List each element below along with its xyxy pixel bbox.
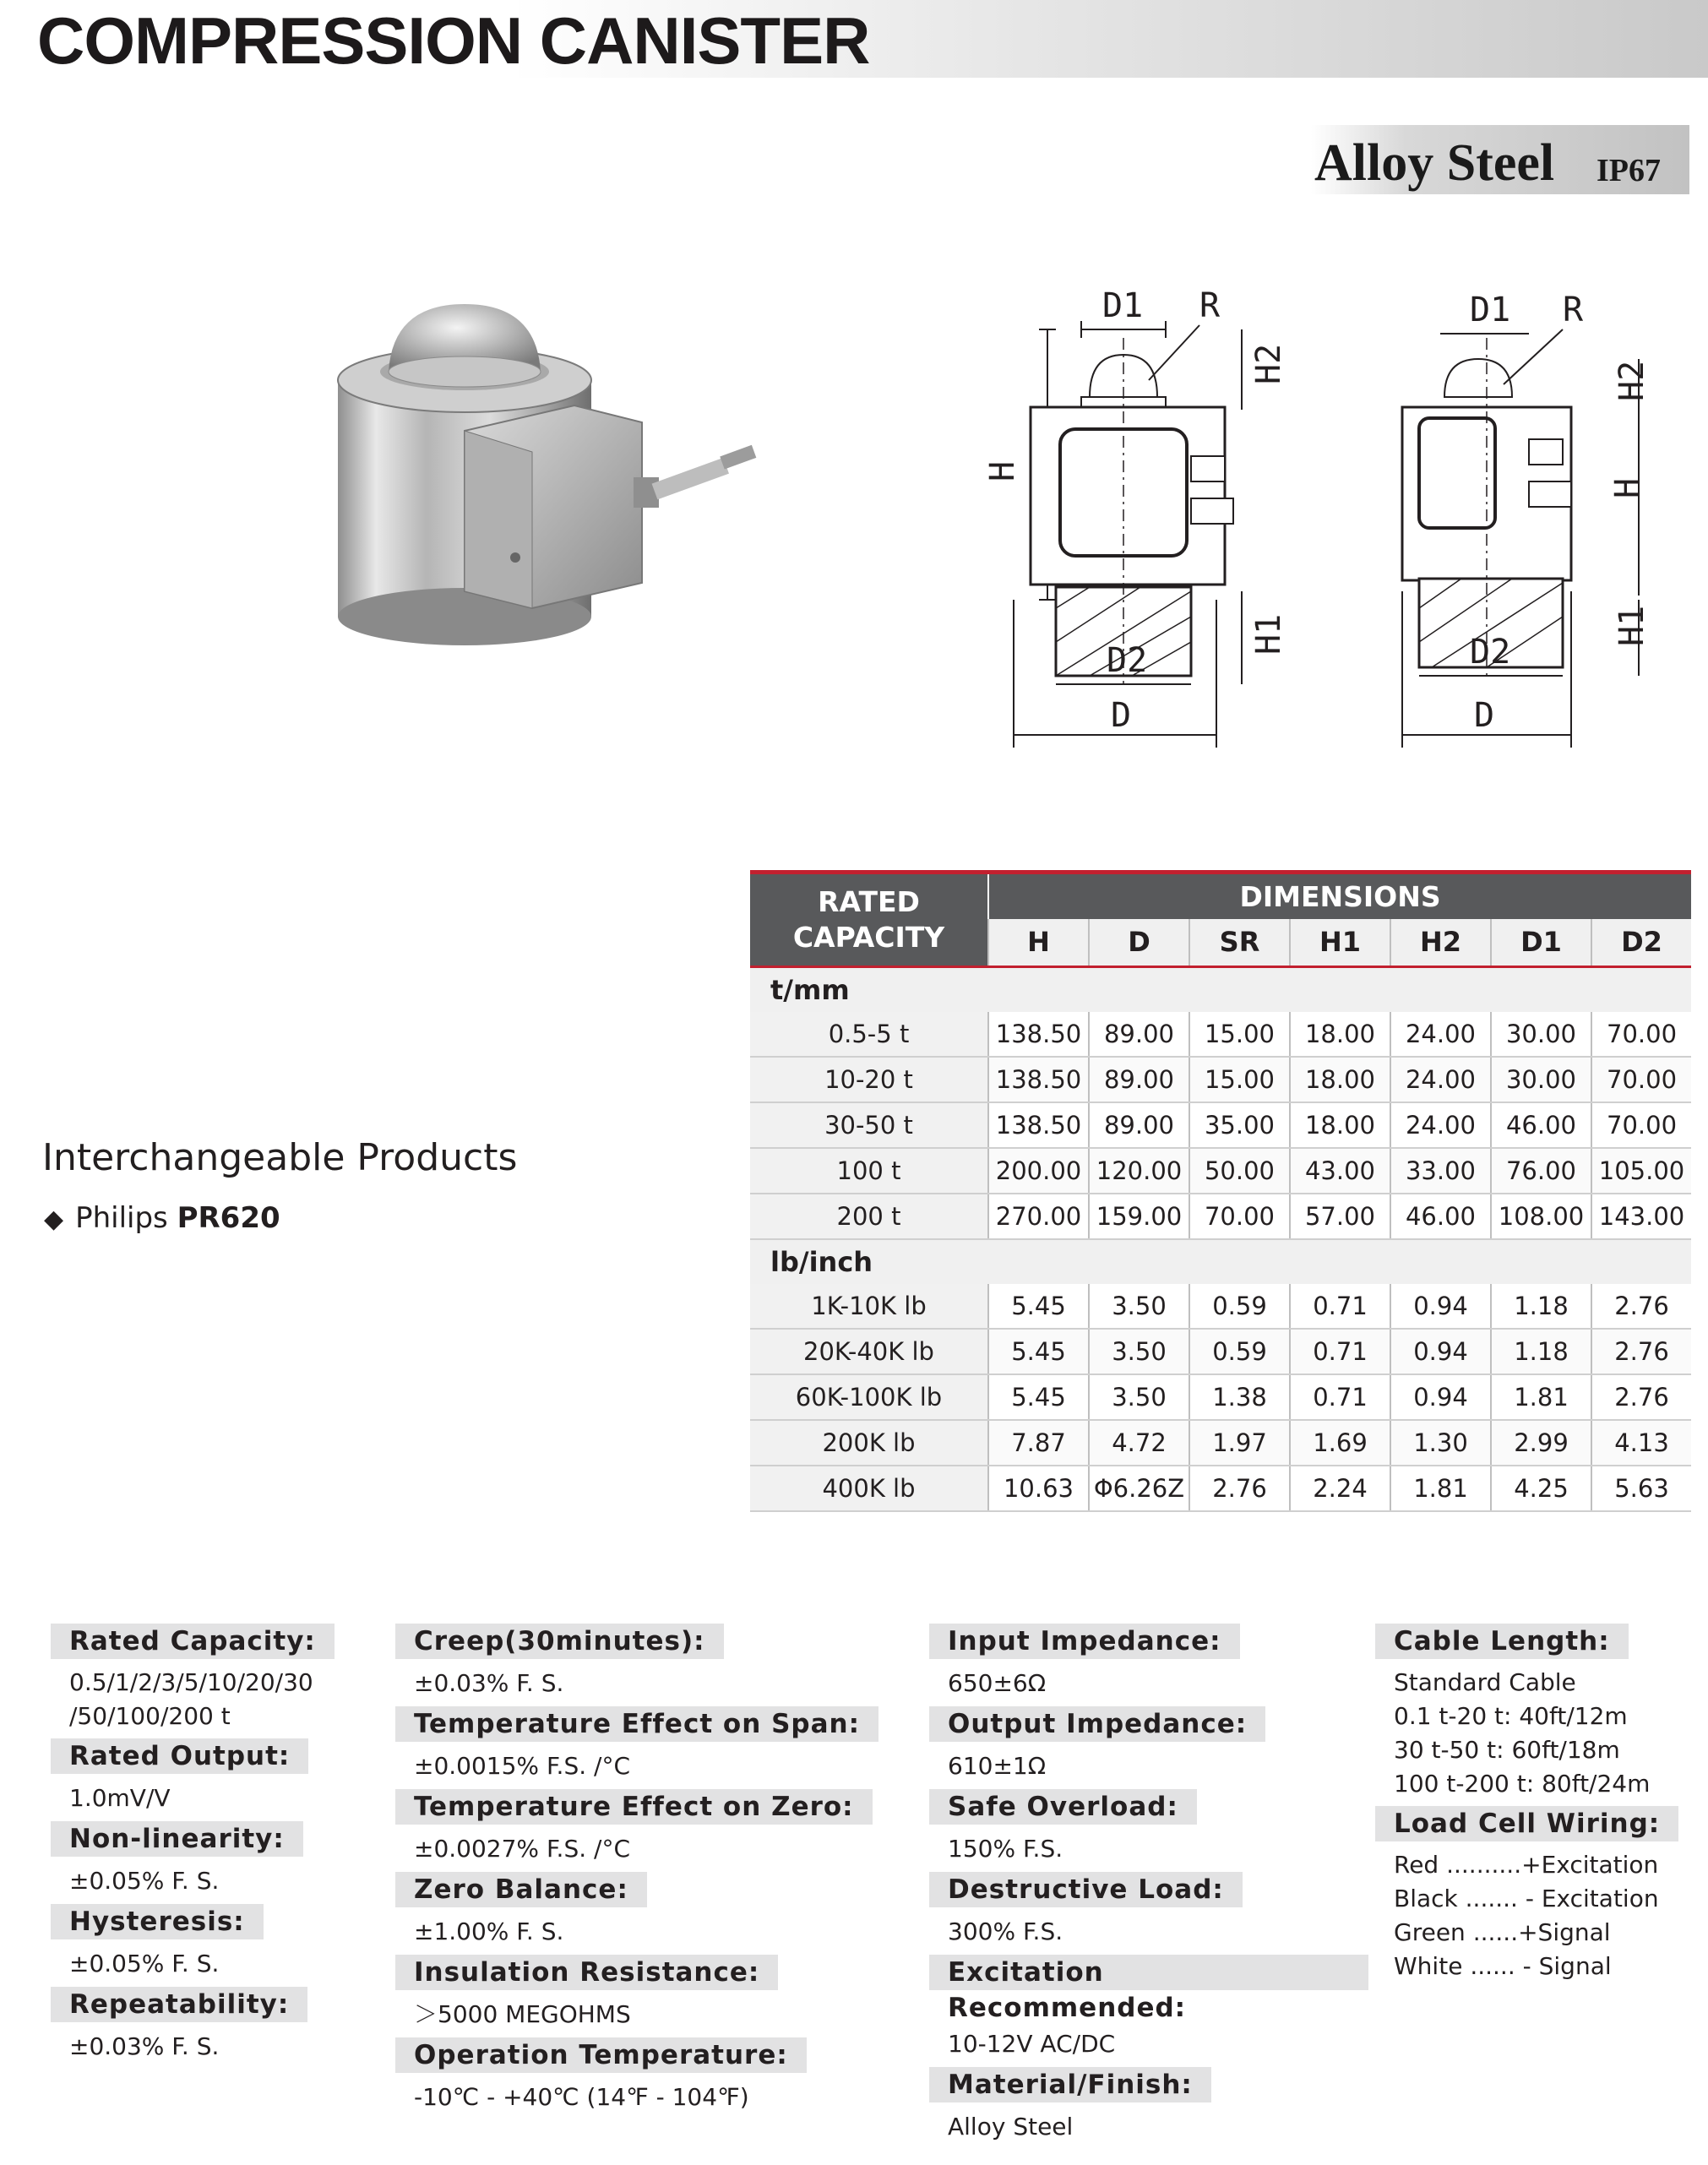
dimension-cell: 0.94	[1390, 1329, 1491, 1374]
capacity-cell: 100 t	[750, 1148, 988, 1194]
spec-label: Temperature Effect on Span:	[395, 1706, 878, 1742]
dimension-cell: 0.94	[1390, 1284, 1491, 1329]
table-row	[750, 1012, 1691, 1057]
specs-column-1	[51, 1624, 355, 2070]
specs-column-2	[395, 1624, 902, 2120]
dimension-cell: 1.81	[1390, 1466, 1491, 1511]
spec-value: ＞5000 MEGOHMS	[414, 2000, 631, 2028]
spec-label: Cable Length:	[1375, 1624, 1629, 1659]
spec-value: ±0.0015% F.S. /°C	[414, 1752, 631, 1780]
diagram-left-h: H	[983, 460, 1022, 481]
dimension-cell: 1.69	[1290, 1420, 1390, 1466]
dimension-cell: 1.30	[1390, 1420, 1491, 1466]
dimension-cell: 24.00	[1390, 1102, 1491, 1148]
dimension-cell: 18.00	[1290, 1057, 1390, 1102]
table-row	[750, 1194, 1691, 1239]
table-row	[750, 1420, 1691, 1466]
diagram-right-h1: H1	[1613, 605, 1651, 646]
dimension-cell: 105.00	[1591, 1148, 1691, 1194]
table-row	[750, 1148, 1691, 1194]
spec-label: Rated Output:	[51, 1738, 308, 1774]
dimension-cell: 18.00	[1290, 1012, 1390, 1057]
table-row	[750, 1057, 1691, 1102]
dimension-cell: 70.00	[1591, 1057, 1691, 1102]
dimension-cell: 0.59	[1189, 1284, 1290, 1329]
dimension-cell: 2.76	[1591, 1284, 1691, 1329]
diagram-left-r: R	[1199, 287, 1221, 325]
spec-label: Zero Balance:	[395, 1872, 647, 1907]
column-header-h1: H1	[1290, 919, 1390, 967]
diagram-left-d2: D2	[1107, 641, 1148, 680]
spec-label: Excitation Recommended:	[929, 1955, 1368, 1990]
dimension-cell: 159.00	[1089, 1194, 1189, 1239]
diagram-left	[983, 287, 1288, 748]
column-header-h2: H2	[1390, 919, 1491, 967]
table-row	[750, 1284, 1691, 1329]
column-header-d1: D1	[1491, 919, 1591, 967]
dimension-cell: 3.50	[1089, 1329, 1189, 1374]
spec-label: Repeatability:	[51, 1987, 307, 2022]
dimension-cell: 1.18	[1491, 1329, 1591, 1374]
dimension-cell: 2.76	[1591, 1374, 1691, 1420]
spec-value: 0.5/1/2/3/5/10/20/30 /50/100/200 t	[69, 1668, 313, 1730]
dimensions-body	[750, 967, 1691, 1512]
spec-value: ±1.00% F. S.	[414, 1917, 564, 1945]
spec-value: 650±6Ω	[948, 1669, 1047, 1697]
capacity-cell: 200 t	[750, 1194, 988, 1239]
dimension-cell: 57.00	[1290, 1194, 1390, 1239]
dimension-cell: 2.76	[1591, 1329, 1691, 1374]
dimension-cell: 46.00	[1390, 1194, 1491, 1239]
diagram-right-r: R	[1563, 291, 1584, 329]
dimension-cell: 2.76	[1189, 1466, 1290, 1511]
rated-capacity-header: RATED CAPACITY	[750, 873, 988, 967]
capacity-cell: 60K-100K lb	[750, 1374, 988, 1420]
dimension-cell: 4.72	[1089, 1420, 1189, 1466]
column-header-sr: SR	[1189, 919, 1290, 967]
dimension-cell: 43.00	[1290, 1148, 1390, 1194]
dimension-cell: 2.99	[1491, 1420, 1591, 1466]
spec-label: Material/Finish:	[929, 2067, 1211, 2102]
diamond-bullet-icon: ◆	[44, 1205, 64, 1234]
dimension-cell: 5.45	[988, 1284, 1089, 1329]
capacity-cell: 200K lb	[750, 1420, 988, 1466]
dimension-cell: 5.45	[988, 1374, 1089, 1420]
specs-column-3	[929, 1624, 1368, 2150]
interchangeable-model: PR620	[177, 1201, 280, 1235]
column-header-h: H	[988, 919, 1089, 967]
spec-value: ±0.03% F. S.	[69, 2032, 220, 2060]
spec-label: Insulation Resistance:	[395, 1955, 778, 1990]
table-row	[750, 1329, 1691, 1374]
dimension-cell: 2.24	[1290, 1466, 1390, 1511]
dimension-cell: 4.25	[1491, 1466, 1591, 1511]
unit-section-imperial: lb/inch	[750, 1239, 1691, 1284]
dimension-cell: 4.13	[1591, 1420, 1691, 1466]
spec-value: 300% F.S.	[948, 1917, 1063, 1945]
dimension-cell: 3.50	[1089, 1284, 1189, 1329]
ip-rating: IP67	[1596, 153, 1661, 188]
dimension-cell: Φ6.26Z	[1089, 1466, 1189, 1511]
diagram-left-h1: H1	[1249, 613, 1288, 655]
dimension-cell: 0.59	[1189, 1329, 1290, 1374]
dimension-cell: 5.45	[988, 1329, 1089, 1374]
spec-label: Destructive Load:	[929, 1872, 1243, 1907]
interchangeable-item	[44, 1201, 280, 1235]
diagram-right-d1: D1	[1470, 291, 1511, 329]
spec-label: Rated Capacity:	[51, 1624, 335, 1659]
dimension-cell: 5.63	[1591, 1466, 1691, 1511]
dimension-cell: 0.94	[1390, 1374, 1491, 1420]
dimension-cell: 70.00	[1591, 1012, 1691, 1057]
dimension-cell: 10.63	[988, 1466, 1089, 1511]
spec-value: -10℃ - +40℃ (14℉ - 104℉)	[414, 2083, 749, 2111]
diagram-left-h2: H2	[1249, 343, 1288, 384]
dimension-cell: 270.00	[988, 1194, 1089, 1239]
spec-value: Alloy Steel	[948, 2113, 1074, 2141]
dimension-cell: 108.00	[1491, 1194, 1591, 1239]
spec-label: Non-linearity:	[51, 1821, 303, 1857]
spec-label: Creep(30minutes):	[395, 1624, 724, 1659]
spec-label: Load Cell Wiring:	[1375, 1806, 1678, 1841]
spec-label: Input Impedance:	[929, 1624, 1240, 1659]
table-row	[750, 1466, 1691, 1511]
spec-label: Hysteresis:	[51, 1904, 264, 1939]
interchangeable-title: Interchangeable Products	[42, 1136, 518, 1179]
dimension-cell: 1.18	[1491, 1284, 1591, 1329]
capacity-cell: 10-20 t	[750, 1057, 988, 1102]
diagram-left-d: D	[1111, 696, 1132, 735]
capacity-cell: 400K lb	[750, 1466, 988, 1511]
dimension-diagram	[971, 287, 1689, 760]
diagram-right	[1402, 291, 1651, 748]
spec-value: 150% F.S.	[948, 1835, 1063, 1863]
dimension-cell: 1.97	[1189, 1420, 1290, 1466]
spec-label: Output Impedance:	[929, 1706, 1265, 1742]
dimension-cell: 50.00	[1189, 1148, 1290, 1194]
dimension-cell: 3.50	[1089, 1374, 1189, 1420]
spec-label: Operation Temperature:	[395, 2037, 807, 2073]
spec-value: 1.0mV/V	[69, 1784, 171, 1812]
dimension-cell: 30.00	[1491, 1012, 1591, 1057]
capacity-cell: 20K-40K lb	[750, 1329, 988, 1374]
dimension-cell: 33.00	[1390, 1148, 1491, 1194]
spec-value: ±0.03% F. S.	[414, 1669, 564, 1697]
dimension-cell: 15.00	[1189, 1012, 1290, 1057]
dimension-cell: 30.00	[1491, 1057, 1591, 1102]
spec-label: Safe Overload:	[929, 1789, 1197, 1825]
dimension-cell: 0.71	[1290, 1374, 1390, 1420]
interchangeable-brand: Philips	[75, 1201, 168, 1235]
dimension-cell: 120.00	[1089, 1148, 1189, 1194]
spec-value: ±0.0027% F.S. /°C	[414, 1835, 631, 1863]
dimension-cell: 24.00	[1390, 1012, 1491, 1057]
dimension-cell: 89.00	[1089, 1057, 1189, 1102]
table-row	[750, 1374, 1691, 1420]
dimension-cell: 89.00	[1089, 1102, 1189, 1148]
dimension-cell: 89.00	[1089, 1012, 1189, 1057]
diagram-right-d2: D2	[1470, 633, 1511, 672]
dimensions-table	[750, 870, 1691, 1512]
dimension-cell: 138.50	[988, 1102, 1089, 1148]
dimension-cell: 1.38	[1189, 1374, 1290, 1420]
diagram-right-h: H	[1608, 477, 1647, 498]
spec-label: Temperature Effect on Zero:	[395, 1789, 873, 1825]
dimension-cell: 7.87	[988, 1420, 1089, 1466]
dimension-cell: 70.00	[1189, 1194, 1290, 1239]
dimension-cell: 0.71	[1290, 1284, 1390, 1329]
spec-value: Standard Cable 0.1 t-20 t: 40ft/12m 30 t-50 t: 60ft/18m 100 t-200 t: 80ft/24m	[1394, 1668, 1651, 1798]
page-title: COMPRESSION CANISTER	[37, 3, 870, 78]
spec-value: ±0.05% F. S.	[69, 1867, 220, 1895]
product-photo	[321, 304, 777, 659]
dimension-cell: 200.00	[988, 1148, 1089, 1194]
column-header-d2: D2	[1591, 919, 1691, 967]
dimension-cell: 35.00	[1189, 1102, 1290, 1148]
column-header-d: D	[1089, 919, 1189, 967]
dimension-cell: 0.71	[1290, 1329, 1390, 1374]
unit-section-metric: t/mm	[750, 967, 1691, 1013]
material-label: Alloy Steel	[1314, 134, 1555, 192]
dimension-cell: 138.50	[988, 1057, 1089, 1102]
dimension-cell: 143.00	[1591, 1194, 1691, 1239]
capacity-cell: 30-50 t	[750, 1102, 988, 1148]
spec-value: ±0.05% F. S.	[69, 1950, 220, 1977]
diagram-left-d1: D1	[1102, 287, 1144, 325]
spec-value: Red ..........+Excitation Black ....... - Excitation Green ......+Signal White ...... - Signal	[1394, 1851, 1659, 1980]
spec-value: 610±1Ω	[948, 1752, 1047, 1780]
diagram-right-d: D	[1474, 696, 1495, 735]
diagram-right-h2: H2	[1613, 360, 1651, 401]
dimension-cell: 46.00	[1491, 1102, 1591, 1148]
dimension-cell: 15.00	[1189, 1057, 1290, 1102]
capacity-cell: 1K-10K lb	[750, 1284, 988, 1329]
spec-value: 10-12V AC/DC	[948, 2030, 1116, 2058]
dimension-cell: 24.00	[1390, 1057, 1491, 1102]
table-row	[750, 1102, 1691, 1148]
dimension-cell: 1.81	[1491, 1374, 1591, 1420]
capacity-cell: 0.5-5 t	[750, 1012, 988, 1057]
specs-column-4	[1375, 1624, 1696, 1988]
dimension-cell: 18.00	[1290, 1102, 1390, 1148]
dimension-cell: 138.50	[988, 1012, 1089, 1057]
dimension-cell: 70.00	[1591, 1102, 1691, 1148]
dimensions-header: DIMENSIONS	[988, 873, 1691, 919]
dimension-cell: 76.00	[1491, 1148, 1591, 1194]
